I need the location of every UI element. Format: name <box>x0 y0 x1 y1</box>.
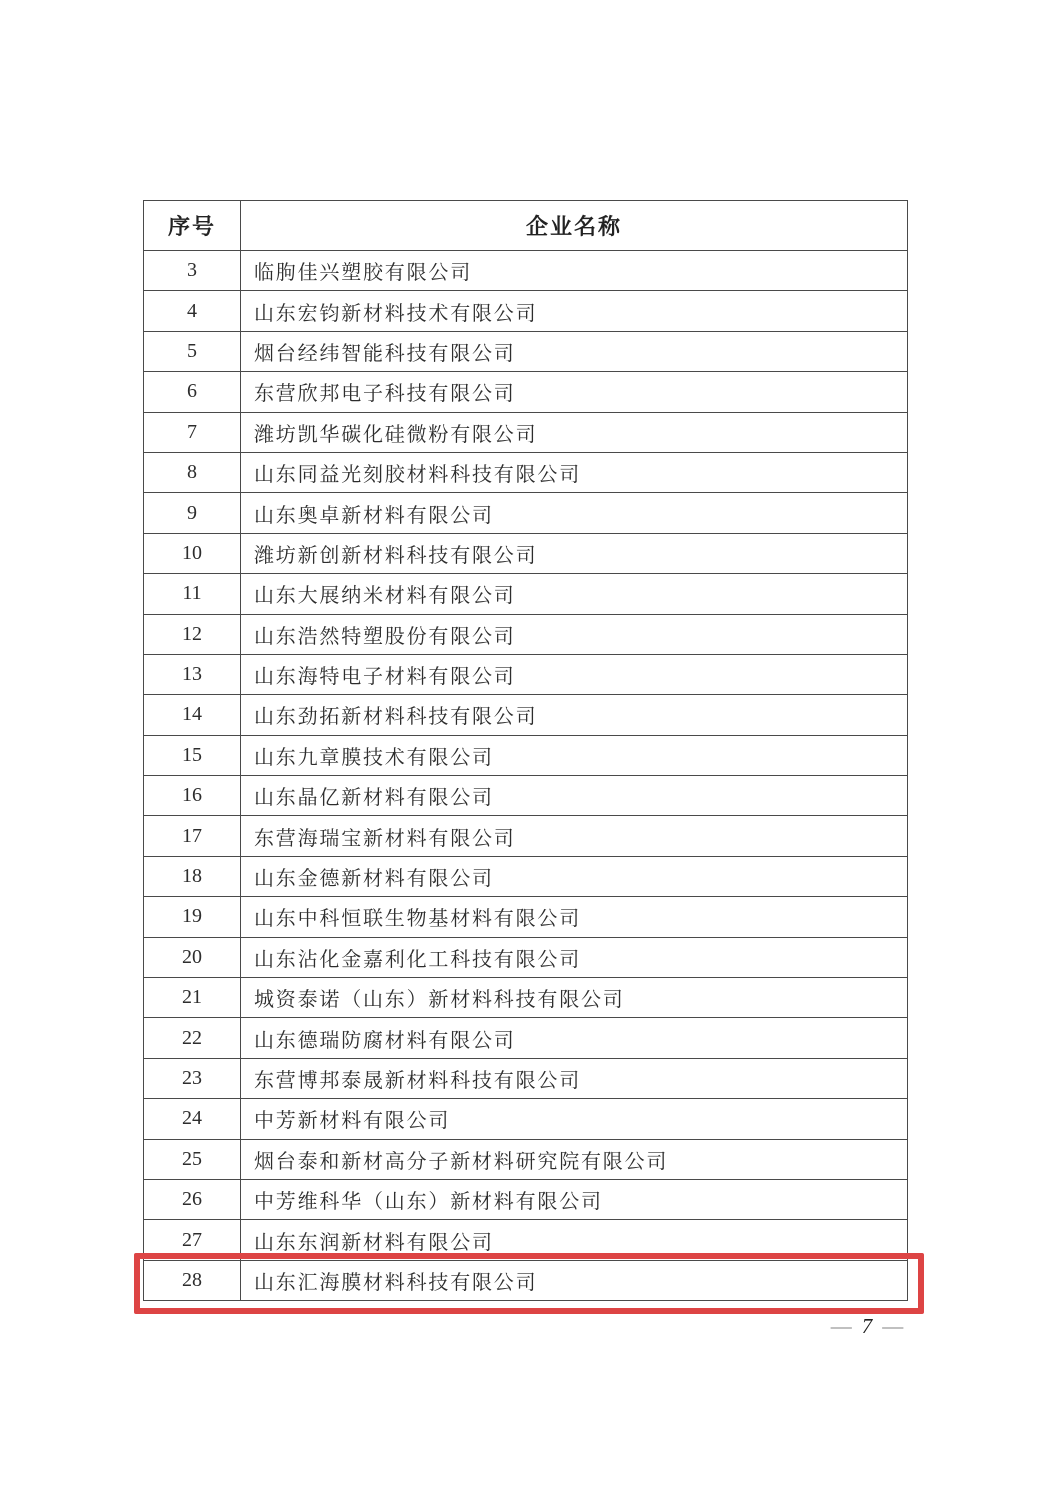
table-header-row <box>144 201 908 251</box>
table-row <box>144 1179 908 1219</box>
company-name-cell: 山东宏钧新材料技术有限公司 <box>241 291 908 331</box>
table-row <box>144 1220 908 1260</box>
table-row <box>144 452 908 492</box>
serial-number-cell: 17 <box>144 816 241 856</box>
table-row <box>144 1099 908 1139</box>
table-row <box>144 1018 908 1058</box>
header-serial-number: 序号 <box>144 201 241 251</box>
table-row <box>144 937 908 977</box>
table-row <box>144 1139 908 1179</box>
serial-number-cell: 13 <box>144 654 241 694</box>
company-name-cell: 中芳维科华（山东）新材料有限公司 <box>241 1179 908 1219</box>
serial-number-cell: 8 <box>144 452 241 492</box>
serial-number-cell: 18 <box>144 856 241 896</box>
table-row <box>144 412 908 452</box>
company-table <box>143 200 908 1301</box>
table-row <box>144 816 908 856</box>
serial-number-cell: 27 <box>144 1220 241 1260</box>
table-row <box>144 372 908 412</box>
company-name-cell: 东营海瑞宝新材料有限公司 <box>241 816 908 856</box>
table-row <box>144 574 908 614</box>
company-name-cell: 东营欣邦电子科技有限公司 <box>241 372 908 412</box>
table-row <box>144 251 908 291</box>
serial-number-cell: 25 <box>144 1139 241 1179</box>
company-name-cell: 山东金德新材料有限公司 <box>241 856 908 896</box>
page-number-dash-right: — <box>882 1314 904 1338</box>
page-number-value: 7 <box>861 1314 873 1338</box>
company-name-cell: 山东汇海膜材料科技有限公司 <box>241 1260 908 1300</box>
serial-number-cell: 26 <box>144 1179 241 1219</box>
header-company-name: 企业名称 <box>241 201 908 251</box>
table-row <box>144 493 908 533</box>
serial-number-cell: 5 <box>144 331 241 371</box>
serial-number-cell: 28 <box>144 1260 241 1300</box>
table-row <box>144 1058 908 1098</box>
table-row <box>144 1260 908 1300</box>
table-row <box>144 614 908 654</box>
company-name-cell: 山东同益光刻胶材料科技有限公司 <box>241 452 908 492</box>
table-row <box>144 856 908 896</box>
serial-number-cell: 12 <box>144 614 241 654</box>
company-name-cell: 城资泰诺（山东）新材料科技有限公司 <box>241 978 908 1018</box>
serial-number-cell: 10 <box>144 533 241 573</box>
serial-number-cell: 7 <box>144 412 241 452</box>
serial-number-cell: 21 <box>144 978 241 1018</box>
company-name-cell: 烟台泰和新材高分子新材料研究院有限公司 <box>241 1139 908 1179</box>
page-number-dash-left: — <box>830 1314 852 1338</box>
serial-number-cell: 22 <box>144 1018 241 1058</box>
company-name-cell: 山东海特电子材料有限公司 <box>241 654 908 694</box>
table-row <box>144 291 908 331</box>
table-row <box>144 735 908 775</box>
serial-number-cell: 6 <box>144 372 241 412</box>
table-row <box>144 533 908 573</box>
serial-number-cell: 23 <box>144 1058 241 1098</box>
table-row <box>144 654 908 694</box>
company-name-cell: 山东中科恒联生物基材料有限公司 <box>241 897 908 937</box>
serial-number-cell: 24 <box>144 1099 241 1139</box>
company-name-cell: 临朐佳兴塑胶有限公司 <box>241 251 908 291</box>
table-row <box>144 978 908 1018</box>
serial-number-cell: 9 <box>144 493 241 533</box>
company-name-cell: 潍坊新创新材料科技有限公司 <box>241 533 908 573</box>
company-name-cell: 山东劲拓新材料科技有限公司 <box>241 695 908 735</box>
table-row <box>144 695 908 735</box>
company-name-cell: 中芳新材料有限公司 <box>241 1099 908 1139</box>
page-number <box>822 1314 912 1339</box>
serial-number-cell: 3 <box>144 251 241 291</box>
serial-number-cell: 15 <box>144 735 241 775</box>
serial-number-cell: 11 <box>144 574 241 614</box>
serial-number-cell: 16 <box>144 776 241 816</box>
serial-number-cell: 14 <box>144 695 241 735</box>
company-name-cell: 山东东润新材料有限公司 <box>241 1220 908 1260</box>
table-row <box>144 776 908 816</box>
company-name-cell: 山东晶亿新材料有限公司 <box>241 776 908 816</box>
company-name-cell: 山东大展纳米材料有限公司 <box>241 574 908 614</box>
serial-number-cell: 19 <box>144 897 241 937</box>
company-name-cell: 潍坊凯华碳化硅微粉有限公司 <box>241 412 908 452</box>
company-name-cell: 东营博邦泰晟新材料科技有限公司 <box>241 1058 908 1098</box>
table-row <box>144 897 908 937</box>
company-name-cell: 山东德瑞防腐材料有限公司 <box>241 1018 908 1058</box>
table-body <box>144 251 908 1301</box>
company-name-cell: 山东沾化金嘉利化工科技有限公司 <box>241 937 908 977</box>
serial-number-cell: 20 <box>144 937 241 977</box>
serial-number-cell: 4 <box>144 291 241 331</box>
company-name-cell: 烟台经纬智能科技有限公司 <box>241 331 908 371</box>
table-row <box>144 331 908 371</box>
company-name-cell: 山东奥卓新材料有限公司 <box>241 493 908 533</box>
company-name-cell: 山东浩然特塑股份有限公司 <box>241 614 908 654</box>
company-name-cell: 山东九章膜技术有限公司 <box>241 735 908 775</box>
